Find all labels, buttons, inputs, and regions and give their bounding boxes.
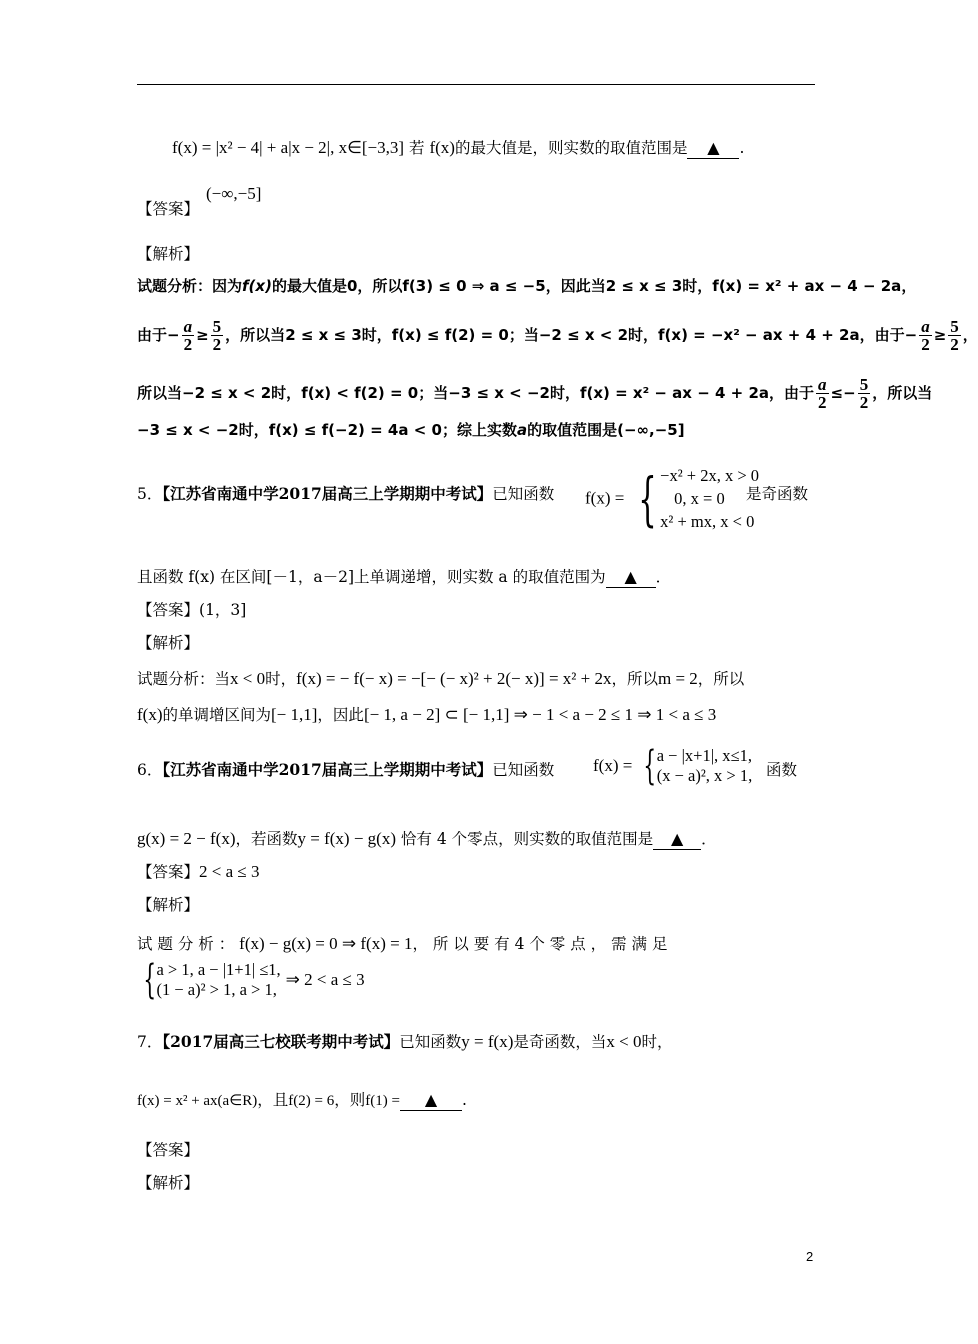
q6-analysis-line1: 试 题 分 析 ： f(x) − g(x) = 0 ⇒ f(x) = 1， 所 以 要 有 4 个 零 点 ， 需 满 足 [137,934,668,953]
q5-analysis-line1: 试题分析：当x < 0时，f(x) = − f(− x) = −[− (− x)² + 2(− x)] = x² + 2x，所以m = 2，所以 [137,669,745,688]
q7-stem-l2: f(x) = x² + ax(a∈R)，且f(2) = 6，则f(1) = ▲ . [137,1090,467,1109]
fraction: $\frac{5}{2}$ [212,317,222,354]
q4-analysis-line1: 试题分析：因为f(x)的最大值是0，所以f(3) ≤ 0 ⇒ a ≤ −5，因此当2 ≤ x ≤ 3时，f(x) = x² + ax − 4 − 2a， [137,277,917,295]
brace-glyph: { [643,743,657,789]
q4-analysis-line3: 所以当−2 ≤ x < 2时，f(x) < f(2) = 0；当−3 ≤ x < −2时，f(x) = x² − ax − 4 + 2a，由于 $\frac{a}{2}$ ≤− $\frac{5}{2}$ ，所以当 [137,375,933,412]
q5-stem-b: 是奇函数 [746,485,809,503]
q7-analysis-tag: 【解析】 [137,1174,200,1192]
fraction: $\frac{a}{2}$ [183,317,193,354]
q7-answer-tag: 【答案】 [137,1141,200,1159]
q6-system: { a > 1, a − |1+1| ≤1, (1 − a)² > 1, a > 1, ⇒ 2 < a ≤ 3 [143,957,365,1003]
q4-answer-tag: 【答案】 [137,200,200,218]
q6-piecewise: f(x) = { a − |x+1|, x≤1, (x − a)², x > 1, [593,743,753,789]
q6-stem: 6．【江苏省南通中学2017届高三上学期期中考试】已知函数 [137,760,555,779]
q6-stem-c: g(x) = 2 − f(x)，若函数y = f(x) − g(x) 恰有 4 个零点，则实数的取值范围是 ▲ ． [137,829,717,848]
q5-stem: 5．【江苏省南通中学2017届高三上学期期中考试】已知函数 [137,484,555,503]
q6-answer: 【答案】2 < a ≤ 3 [137,862,260,881]
page-number: 2 [806,1249,814,1264]
answer-blank: ▲ [606,567,656,588]
header-rule [137,84,815,85]
answer-blank: ▲ [400,1090,462,1111]
q4-analysis-line2: 由于− $\frac{a}{2}$ ≥ $\frac{5}{2}$ ，所以当2 ≤ x ≤ 3时，f(x) ≤ f(2) = 0；当−2 ≤ x < 2时，f(x) = −x² − ax + 4 + 2a，由于− $\frac{a}{2}$ ≥ $\frac{5}{2}$ ， [137,317,978,354]
q5-analysis-line2: f(x)的单调增区间为[− 1,1]，因此[− 1, a − 2] ⊂ [− 1,1] ⇒ − 1 < a − 2 ≤ 1 ⇒ 1 < a ≤ 3 [137,705,717,724]
fraction: $\frac{a}{2}$ [818,375,827,412]
q5-answer: 【答案】(1，3] [137,601,247,619]
q4-analysis-line4: −3 ≤ x < −2时，f(x) ≤ f(−2) = 4a < 0；综上实数a的取值范围是(−∞,−5] [137,421,685,439]
answer-blank: ▲ [687,138,739,159]
q7-stem: 7．【2017届高三七校联考期中考试】已知函数y = f(x)是奇函数，当x < 0时， [137,1032,673,1051]
q4-analysis-tag: 【解析】 [137,245,200,263]
brace-glyph: { [638,464,657,533]
q4-stem: f(x) = |x² − 4| + a|x − 2|, x∈[−3,3] 若 f(x)的最大值是，则实数的取值范围是 ▲ . [172,138,745,157]
fraction: $\frac{5}{2}$ [859,375,869,412]
fraction: $\frac{a}{2}$ [921,317,930,354]
q4-answer-value: (−∞,−5] [206,184,262,203]
q5-piecewise: f(x) = { −x² + 2x, x > 0 0, x = 0 x² + mx, x < 0 [585,464,760,533]
q6-analysis-tag: 【解析】 [137,896,200,914]
brace-glyph: { [143,957,157,1003]
q6-stem-b: 函数 [766,761,798,779]
fraction: $\frac{5}{2}$ [950,317,959,354]
q5-stem-c: 且函数 f(x) 在区间[－1，a－2]上单调递增，则实数 a 的取值范围为 ▲ ． [137,567,672,586]
answer-blank: ▲ [653,829,701,850]
q5-analysis-tag: 【解析】 [137,634,200,652]
